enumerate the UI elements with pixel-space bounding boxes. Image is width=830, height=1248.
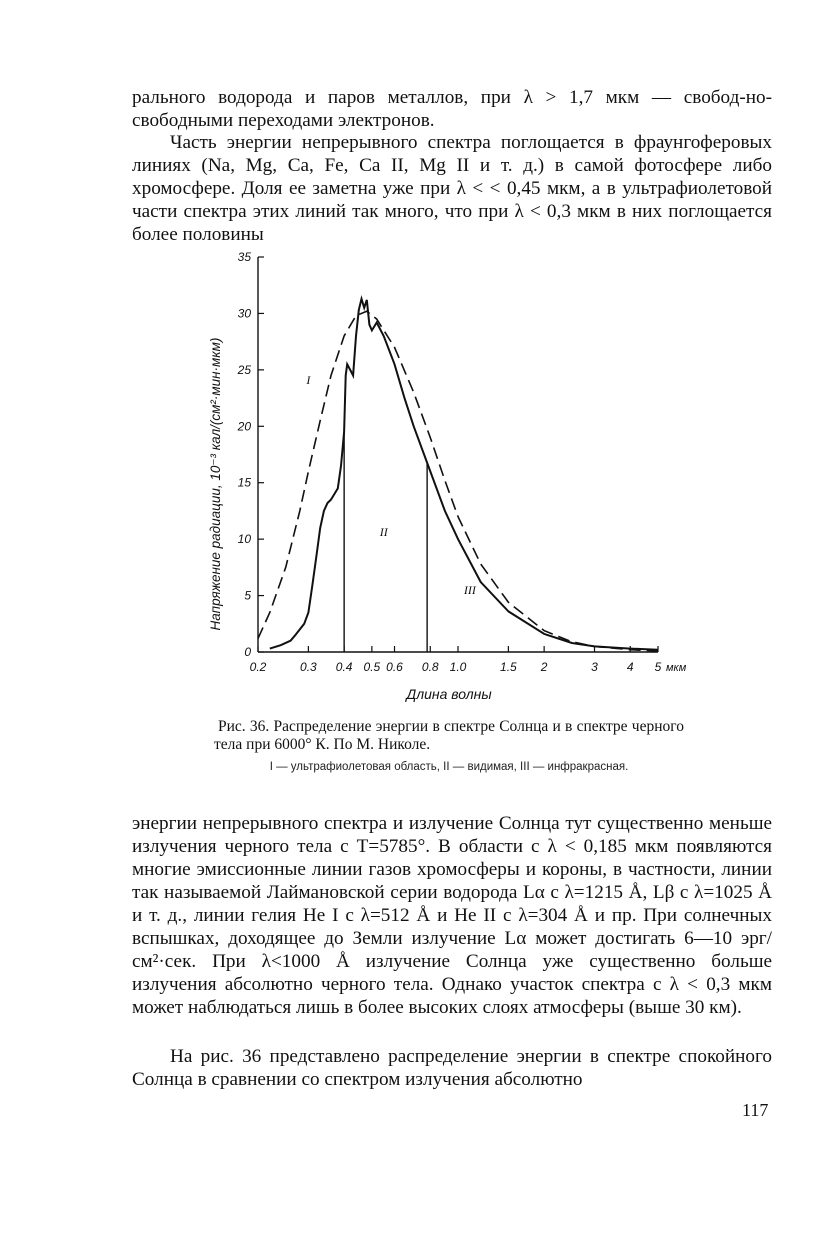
x-tick-label: 0.2 — [249, 660, 267, 674]
region-label: III — [463, 583, 476, 597]
paragraph-2: Часть энергии непрерывного спектра поглощается в фраунгоферовых линиях (Na, Mg, Ca, Fe, Ca II, Mg II и т. д.) в самой фотосфере либо хромосфере. Доля ее заметна уже при λ < < 0,45 мкм, а в ультрафиолетовой части спектра этих линий так много, что при λ < 0,3 мкм в них поглощается более половины — [132, 132, 772, 245]
x-axis-label: Длина волны — [406, 686, 492, 702]
region-label: I — [306, 373, 311, 387]
x-tick-label: 0.6 — [386, 660, 403, 674]
x-tick-labels — [250, 646, 687, 674]
x-tick-label: 3 — [591, 660, 598, 674]
x-tick-label: 1.5 — [500, 660, 517, 674]
x-tick-label: 5 — [654, 660, 662, 674]
region-labels — [305, 373, 476, 597]
page-number: 117 — [742, 1100, 769, 1120]
x-tick-label: 4 — [626, 660, 634, 674]
x-tick-label: 1.0 — [449, 660, 467, 674]
axes — [258, 257, 658, 652]
y-tick-labels — [237, 250, 264, 659]
x-unit-label: мкм — [666, 662, 687, 674]
y-tick-label: 10 — [237, 532, 251, 547]
series-blackbody-6000k — [258, 311, 658, 651]
y-axis-label: Напряжение радиации, 10⁻³ кал/(см²·мин·мкм) — [208, 337, 223, 631]
y-tick-label: 35 — [237, 250, 251, 264]
y-tick-label: 20 — [237, 419, 251, 434]
x-tick-label: 0.8 — [421, 660, 439, 674]
region-boundaries — [344, 432, 427, 652]
paragraph-4: На рис. 36 представлено распределение энергии в спектре спокойного Солнца в сравнении со спектром излучения абсолютно — [132, 1046, 772, 1090]
paragraph-3: энергии непрерывного спектра и излучение Солнца тут существенно меньше излучения черного тела с T=5785°. В области с λ < 0,185 мкм появляются многие эмиссионные линии газов хромосферы и короны, в частности, линии так называемой Лаймановской серии водорода Lα с λ=1215 Å, Lβ с λ=1025 Å и т. д., линии гелия He I с λ=512 Å и He II с λ=304 Å и пр. При солнечных вспышках, доходящее до Земли излучение Lα может достигать 6—10 эрг/см²·сек. При λ<1000 Å излучение Солнца уже существенно больше излучения абсолютно черного тела. Однако участок спектра с λ < 0,3 мкм может наблюдаться лишь в более высоких слоях атмосферы (выше 30 км). — [132, 813, 772, 1018]
figure-caption: Рис. 36. Распределение энергии в спектре Солнца и в спектре черного тела при 6000° К. По М. Николе. — [214, 718, 684, 753]
x-tick-label: 2 — [540, 660, 548, 674]
y-tick-label: 5 — [244, 588, 251, 603]
series-solar-spectrum — [270, 299, 658, 650]
spectrum-chart — [196, 244, 716, 704]
figure-legend: I — ультрафиолетовая область, II — видимая, III — инфракрасная. — [269, 761, 629, 773]
x-tick-label: 0.5 — [363, 660, 381, 674]
paragraph-1: рального водорода и паров металлов, при λ > 1,7 мкм — свобод-но-свободными переходами электронов. — [132, 87, 772, 131]
region-label: II — [379, 525, 388, 539]
x-tick-label: 0.4 — [335, 660, 353, 674]
y-tick-label: 15 — [237, 475, 251, 490]
y-tick-label: 30 — [237, 306, 251, 321]
x-tick-label: 0.3 — [300, 660, 317, 674]
y-tick-label: 0 — [244, 645, 251, 659]
y-tick-label: 25 — [237, 362, 251, 377]
